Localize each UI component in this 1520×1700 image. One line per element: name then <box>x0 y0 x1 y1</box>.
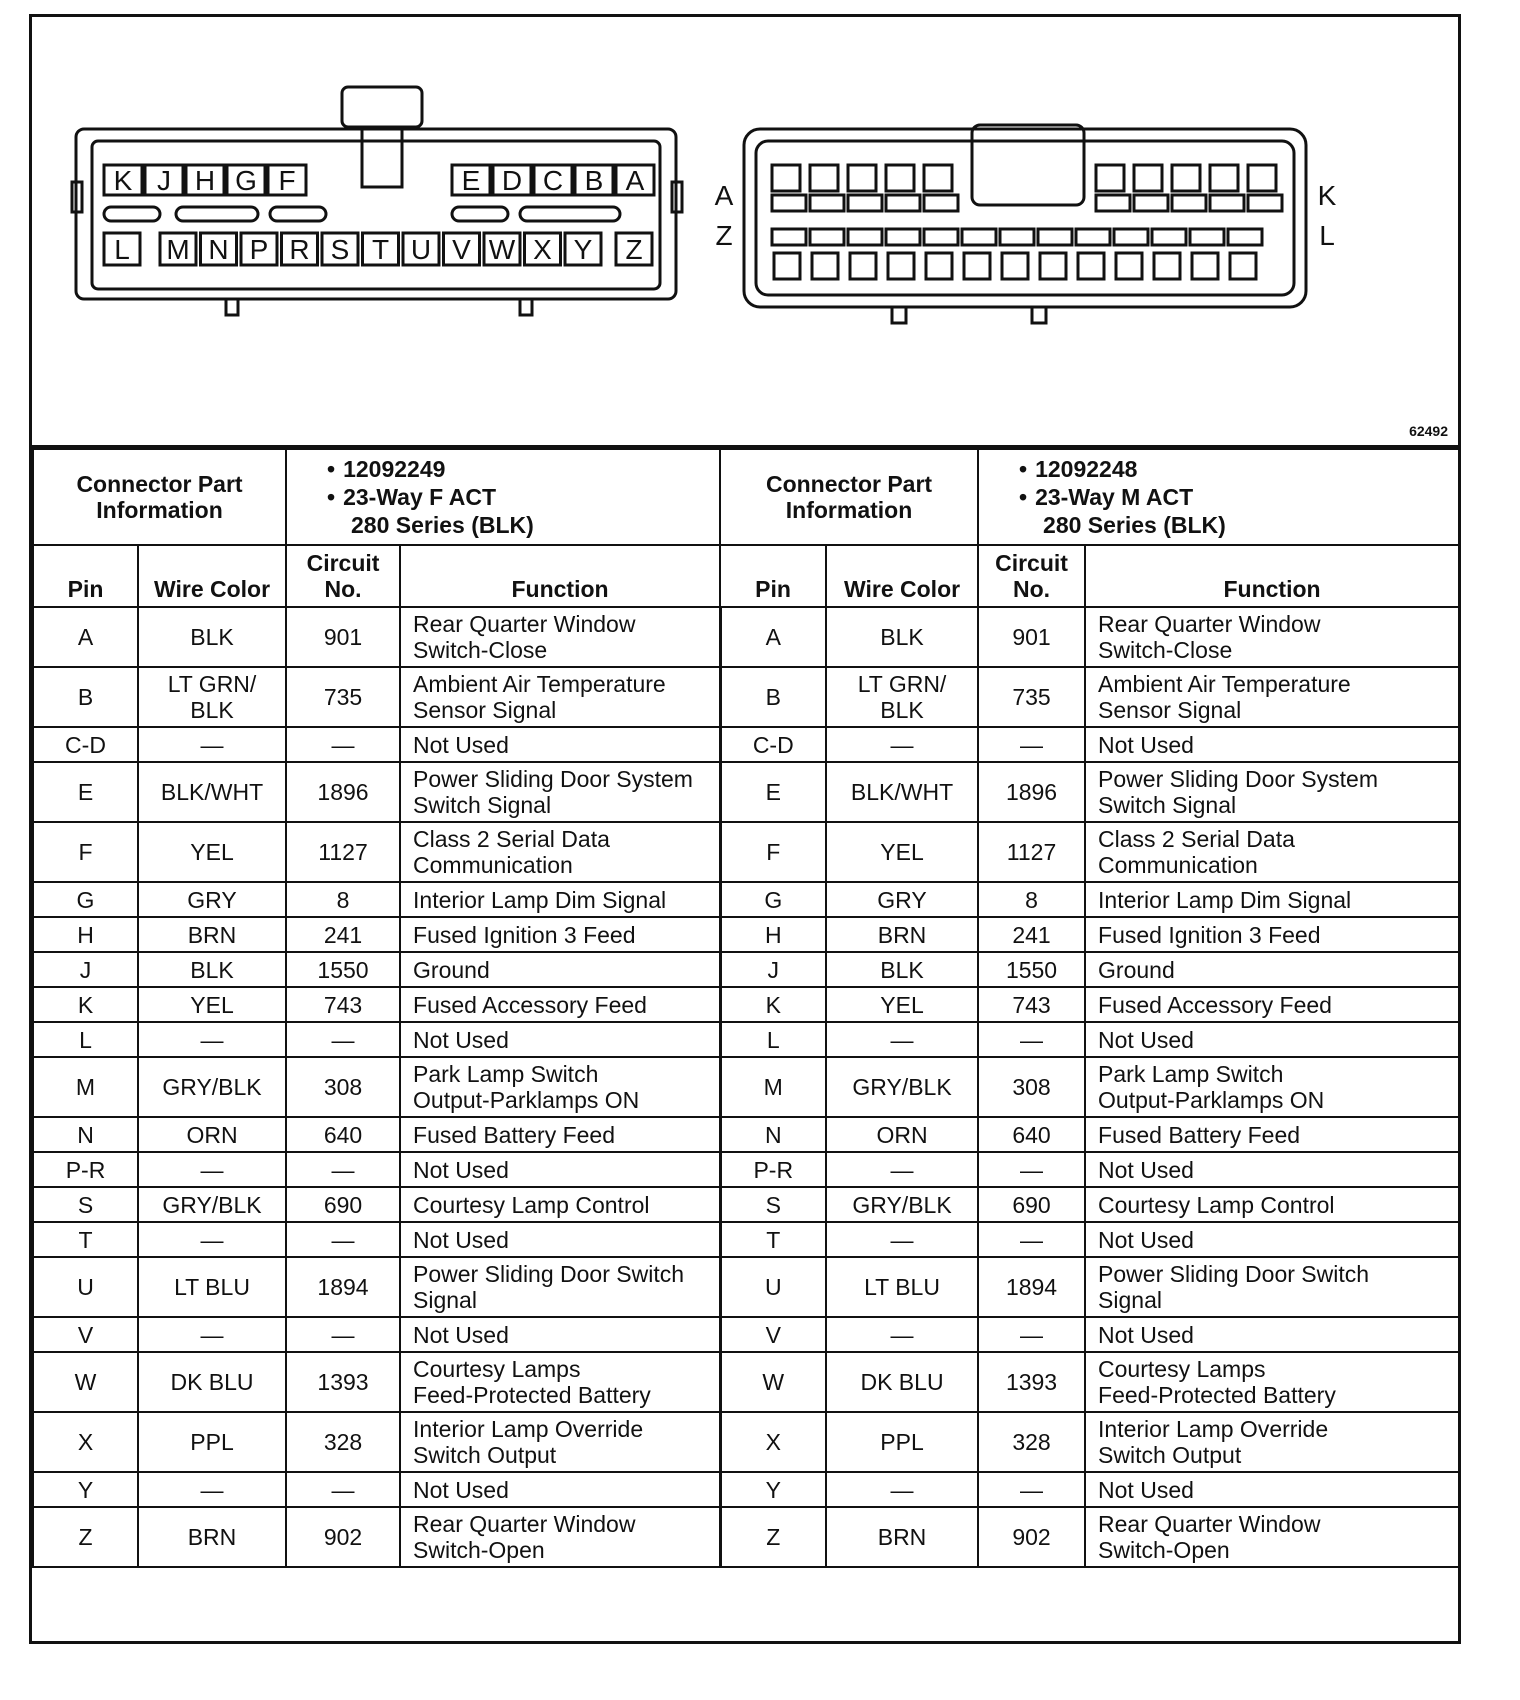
function-cell: Interior Lamp Dim Signal <box>400 882 720 917</box>
circuit-cell: 690 <box>286 1187 400 1222</box>
female-pin-label: Z <box>625 234 643 265</box>
male-pin-cavity <box>1210 165 1238 191</box>
circuit-cell: 1393 <box>286 1352 400 1412</box>
female-pin-label: W <box>488 234 516 265</box>
female-pin-label: D <box>501 165 523 196</box>
pin-cell: M <box>33 1057 138 1117</box>
connector-info: • 12092248 • 23-Way M ACT 280 Series (BLK) <box>978 449 1459 545</box>
male-side-label: Z <box>715 220 733 251</box>
male-connector-slot <box>1114 229 1148 245</box>
wire-color-cell: — <box>138 1472 286 1507</box>
female-connector-latch <box>342 87 422 127</box>
pin-cell: L <box>33 1022 138 1057</box>
table-row <box>33 1022 1459 1057</box>
pin-cell: H <box>33 917 138 952</box>
column-header-function: Function <box>1085 545 1459 607</box>
column-header-circuit: Circuit No. <box>978 545 1085 607</box>
function-cell: Power Sliding Door Switch Signal <box>400 1257 720 1317</box>
function-cell: Power Sliding Door Switch Signal <box>1085 1257 1459 1317</box>
wire-color-cell: — <box>826 1022 978 1057</box>
function-cell: Not Used <box>400 727 720 762</box>
wire-color-cell: ORN <box>138 1117 286 1152</box>
wire-color-cell: GRY/BLK <box>826 1057 978 1117</box>
male-pin-cavity <box>1230 253 1256 279</box>
pin-cell: X <box>33 1412 138 1472</box>
connector-info-label: Connector Part Information <box>720 449 978 545</box>
function-cell: Fused Ignition 3 Feed <box>400 917 720 952</box>
pin-cell: V <box>33 1317 138 1352</box>
table-row <box>33 1057 1459 1117</box>
wire-color-cell: — <box>826 1152 978 1187</box>
circuit-cell: 640 <box>978 1117 1085 1152</box>
function-cell: Fused Accessory Feed <box>1085 987 1459 1022</box>
female-connector-key <box>226 299 238 315</box>
circuit-cell: 735 <box>978 667 1085 727</box>
table-row <box>33 1257 1459 1317</box>
wire-color-cell: BLK <box>138 952 286 987</box>
male-pin-cavity <box>1002 253 1028 279</box>
female-pin-label: S <box>330 234 350 265</box>
circuit-cell: 735 <box>286 667 400 727</box>
column-header-wire-color: Wire Color <box>138 545 286 607</box>
circuit-cell: 1894 <box>286 1257 400 1317</box>
male-pin-cavity <box>888 253 914 279</box>
female-pin-label: F <box>278 165 296 196</box>
pin-cell: Z <box>33 1507 138 1567</box>
male-connector-slot <box>1190 229 1224 245</box>
function-cell: Interior Lamp Override Switch Output <box>1085 1412 1459 1472</box>
female-pin-label: Y <box>573 234 593 265</box>
male-connector-slot <box>1096 195 1130 211</box>
function-cell: Not Used <box>1085 1222 1459 1257</box>
female-pin-label: B <box>584 165 604 196</box>
wire-color-cell: GRY/BLK <box>138 1187 286 1222</box>
function-cell: Not Used <box>1085 1472 1459 1507</box>
wire-color-cell: PPL <box>138 1412 286 1472</box>
male-pin-cavity <box>1040 253 1066 279</box>
female-connector-latch-stem <box>362 127 402 187</box>
wire-color-cell: YEL <box>138 822 286 882</box>
male-connector-slot <box>772 195 806 211</box>
pin-cell: Z <box>720 1507 826 1567</box>
pin-cell: E <box>720 762 826 822</box>
female-pin-label: U <box>410 234 432 265</box>
male-connector-slot <box>810 229 844 245</box>
male-pin-cavity <box>964 253 990 279</box>
function-cell: Interior Lamp Override Switch Output <box>400 1412 720 1472</box>
circuit-cell: 328 <box>286 1412 400 1472</box>
wire-color-cell: DK BLU <box>826 1352 978 1412</box>
circuit-cell: — <box>978 1022 1085 1057</box>
function-cell: Fused Battery Feed <box>1085 1117 1459 1152</box>
function-cell: Not Used <box>400 1472 720 1507</box>
column-header-pin: Pin <box>33 545 138 607</box>
pin-cell: W <box>33 1352 138 1412</box>
female-pin-label: P <box>249 234 269 265</box>
male-side-label: A <box>714 180 734 211</box>
connector-info: • 12092249 • 23-Way F ACT 280 Series (BLK) <box>286 449 720 545</box>
function-cell: Fused Battery Feed <box>400 1117 720 1152</box>
table-row <box>33 917 1459 952</box>
male-side-label: L <box>1319 220 1335 251</box>
male-connector-slot <box>848 195 882 211</box>
circuit-cell: — <box>286 1472 400 1507</box>
female-pin-label: J <box>157 165 171 196</box>
function-cell: Not Used <box>400 1152 720 1187</box>
female-connector-slot <box>520 207 620 221</box>
pin-cell: S <box>720 1187 826 1222</box>
circuit-cell: — <box>286 727 400 762</box>
circuit-cell: — <box>978 1472 1085 1507</box>
circuit-cell: 1127 <box>286 822 400 882</box>
table-row <box>33 952 1459 987</box>
wire-color-cell: LT GRN/ BLK <box>138 667 286 727</box>
function-cell: Fused Ignition 3 Feed <box>1085 917 1459 952</box>
pin-cell: V <box>720 1317 826 1352</box>
function-cell: Not Used <box>1085 1022 1459 1057</box>
table-row <box>33 822 1459 882</box>
male-connector-latch-recess <box>972 125 1084 205</box>
function-cell: Courtesy Lamps Feed-Protected Battery <box>1085 1352 1459 1412</box>
pin-cell: T <box>33 1222 138 1257</box>
pin-cell: S <box>33 1187 138 1222</box>
circuit-cell: 241 <box>286 917 400 952</box>
circuit-cell: 901 <box>286 607 400 667</box>
function-cell: Not Used <box>400 1317 720 1352</box>
connector-description: 23-Way F ACT <box>343 484 497 510</box>
function-cell: Courtesy Lamp Control <box>1085 1187 1459 1222</box>
female-connector-slot <box>176 207 258 221</box>
male-pin-cavity <box>1096 165 1124 191</box>
pin-cell: K <box>33 987 138 1022</box>
male-connector-slot <box>1000 229 1034 245</box>
female-connector-slot <box>270 207 326 221</box>
female-pin-label: N <box>208 234 229 265</box>
wire-color-cell: BRN <box>826 917 978 952</box>
circuit-cell: 308 <box>286 1057 400 1117</box>
pin-cell: F <box>720 822 826 882</box>
function-cell: Power Sliding Door System Switch Signal <box>1085 762 1459 822</box>
male-connector-key <box>1032 307 1046 323</box>
pin-cell: Y <box>33 1472 138 1507</box>
function-cell: Class 2 Serial Data Communication <box>400 822 720 882</box>
female-connector-key <box>520 299 532 315</box>
wire-color-cell: — <box>138 1022 286 1057</box>
circuit-cell: — <box>978 1152 1085 1187</box>
connector-info-label: Connector Part Information <box>33 449 286 545</box>
function-cell: Not Used <box>1085 1317 1459 1352</box>
function-cell: Not Used <box>400 1022 720 1057</box>
pin-cell: G <box>33 882 138 917</box>
table-row <box>33 1472 1459 1507</box>
table-row <box>33 1152 1459 1187</box>
pin-cell: C-D <box>33 727 138 762</box>
pin-cell: P-R <box>33 1152 138 1187</box>
wire-color-cell: — <box>138 1152 286 1187</box>
pin-cell: M <box>720 1057 826 1117</box>
male-connector-slot <box>1210 195 1244 211</box>
male-pin-cavity <box>1134 165 1162 191</box>
circuit-cell: 328 <box>978 1412 1085 1472</box>
table-row <box>33 882 1459 917</box>
male-pin-cavity <box>812 253 838 279</box>
pin-cell: L <box>720 1022 826 1057</box>
connector-drawing <box>32 17 1458 442</box>
circuit-cell: 690 <box>978 1187 1085 1222</box>
male-pin-cavity <box>774 253 800 279</box>
pin-cell: B <box>33 667 138 727</box>
wire-color-cell: LT BLU <box>826 1257 978 1317</box>
pin-cell: K <box>720 987 826 1022</box>
male-pin-cavity <box>1192 253 1218 279</box>
male-connector-slot <box>886 229 920 245</box>
male-pin-cavity <box>848 165 876 191</box>
male-pin-cavity <box>810 165 838 191</box>
male-connector-slot <box>1248 195 1282 211</box>
female-pin-label: C <box>542 165 564 196</box>
function-cell: Courtesy Lamps Feed-Protected Battery <box>400 1352 720 1412</box>
circuit-cell: 901 <box>978 607 1085 667</box>
wire-color-cell: GRY/BLK <box>826 1187 978 1222</box>
male-connector-slot <box>886 195 920 211</box>
function-cell: Not Used <box>1085 1152 1459 1187</box>
wire-color-cell: BRN <box>138 917 286 952</box>
circuit-cell: 1896 <box>978 762 1085 822</box>
circuit-cell: 640 <box>286 1117 400 1152</box>
pin-cell: E <box>33 762 138 822</box>
circuit-cell: 8 <box>978 882 1085 917</box>
male-pin-cavity <box>850 253 876 279</box>
pin-cell: A <box>720 607 826 667</box>
male-connector-slot <box>810 195 844 211</box>
function-cell: Class 2 Serial Data Communication <box>1085 822 1459 882</box>
pin-cell: N <box>33 1117 138 1152</box>
female-pin-label: L <box>114 234 130 265</box>
pin-cell: N <box>720 1117 826 1152</box>
table-row <box>33 1507 1459 1567</box>
function-cell: Park Lamp Switch Output-Parklamps ON <box>400 1057 720 1117</box>
figure-number: 62492 <box>1409 423 1448 439</box>
circuit-cell: 902 <box>978 1507 1085 1567</box>
pin-cell: F <box>33 822 138 882</box>
pin-cell: U <box>720 1257 826 1317</box>
female-pin-label: V <box>452 234 471 265</box>
pin-cell: H <box>720 917 826 952</box>
male-connector-slot <box>1228 229 1262 245</box>
function-cell: Interior Lamp Dim Signal <box>1085 882 1459 917</box>
male-connector-slot <box>1134 195 1168 211</box>
part-number: 12092248 <box>1035 456 1138 482</box>
female-pin-label: H <box>194 165 216 196</box>
circuit-cell: — <box>286 1152 400 1187</box>
female-connector-slot <box>452 207 508 221</box>
wire-color-cell: YEL <box>826 987 978 1022</box>
column-header-function: Function <box>400 545 720 607</box>
circuit-cell: — <box>978 727 1085 762</box>
circuit-cell: 1393 <box>978 1352 1085 1412</box>
wire-color-cell: BLK/WHT <box>138 762 286 822</box>
function-cell: Not Used <box>400 1222 720 1257</box>
pin-cell: C-D <box>720 727 826 762</box>
female-pin-label: K <box>113 165 133 196</box>
column-header-pin: Pin <box>720 545 826 607</box>
wire-color-cell: — <box>826 1222 978 1257</box>
circuit-cell: — <box>286 1317 400 1352</box>
function-cell: Ambient Air Temperature Sensor Signal <box>1085 667 1459 727</box>
connector-description: 23-Way M ACT <box>1035 484 1194 510</box>
column-header-wire-color: Wire Color <box>826 545 978 607</box>
male-pin-cavity <box>924 165 952 191</box>
connector-sheet <box>29 14 1461 1644</box>
male-pin-cavity <box>1116 253 1142 279</box>
male-connector-slot <box>1076 229 1110 245</box>
male-connector-slot <box>924 195 958 211</box>
function-cell: Rear Quarter Window Switch-Close <box>400 607 720 667</box>
wire-color-cell: BRN <box>826 1507 978 1567</box>
male-connector-slot <box>772 229 806 245</box>
female-connector-slot <box>104 207 160 221</box>
circuit-cell: 1550 <box>978 952 1085 987</box>
circuit-cell: 1896 <box>286 762 400 822</box>
function-cell: Power Sliding Door System Switch Signal <box>400 762 720 822</box>
wire-color-cell: ORN <box>826 1117 978 1152</box>
pinout-table <box>32 448 1460 1568</box>
function-cell: Not Used <box>1085 727 1459 762</box>
female-pin-label: R <box>289 234 310 265</box>
function-cell: Ambient Air Temperature Sensor Signal <box>400 667 720 727</box>
circuit-cell: 902 <box>286 1507 400 1567</box>
wire-color-cell: BRN <box>138 1507 286 1567</box>
table-row <box>33 667 1459 727</box>
male-connector-slot <box>962 229 996 245</box>
column-header-circuit: Circuit No. <box>286 545 400 607</box>
male-pin-cavity <box>1154 253 1180 279</box>
pin-cell: Y <box>720 1472 826 1507</box>
female-pin-label: T <box>371 234 390 265</box>
wire-color-cell: GRY <box>826 882 978 917</box>
female-pin-label: A <box>625 165 645 196</box>
male-connector-slot <box>848 229 882 245</box>
male-connector-slot <box>1172 195 1206 211</box>
circuit-cell: 1127 <box>978 822 1085 882</box>
male-pin-cavity <box>1248 165 1276 191</box>
wire-color-cell: DK BLU <box>138 1352 286 1412</box>
wire-color-cell: GRY <box>138 882 286 917</box>
wire-color-cell: — <box>138 1317 286 1352</box>
table-row <box>33 1352 1459 1412</box>
circuit-cell: 8 <box>286 882 400 917</box>
male-connector-slot <box>924 229 958 245</box>
connector-figure <box>32 17 1458 448</box>
table-row <box>33 762 1459 822</box>
circuit-cell: 1550 <box>286 952 400 987</box>
table-row <box>33 987 1459 1022</box>
circuit-cell: — <box>286 1222 400 1257</box>
wire-color-cell: — <box>138 1222 286 1257</box>
male-pin-cavity <box>886 165 914 191</box>
male-side-label: K <box>1317 180 1337 211</box>
pin-cell: A <box>33 607 138 667</box>
female-pin-label: M <box>166 234 190 265</box>
male-connector-key <box>892 307 906 323</box>
male-pin-cavity <box>926 253 952 279</box>
wire-color-cell: LT BLU <box>138 1257 286 1317</box>
wire-color-cell: YEL <box>138 987 286 1022</box>
circuit-cell: — <box>978 1317 1085 1352</box>
circuit-cell: — <box>286 1022 400 1057</box>
circuit-cell: 743 <box>978 987 1085 1022</box>
table-row <box>33 607 1459 667</box>
table-row <box>33 1187 1459 1222</box>
pin-cell: W <box>720 1352 826 1412</box>
pin-cell: P-R <box>720 1152 826 1187</box>
function-cell: Ground <box>400 952 720 987</box>
female-connector-body <box>76 129 676 299</box>
pin-cell: B <box>720 667 826 727</box>
function-cell: Ground <box>1085 952 1459 987</box>
male-pin-cavity <box>772 165 800 191</box>
wire-color-cell: — <box>826 1317 978 1352</box>
circuit-cell: 241 <box>978 917 1085 952</box>
pin-cell: T <box>720 1222 826 1257</box>
pin-cell: J <box>720 952 826 987</box>
wire-color-cell: BLK/WHT <box>826 762 978 822</box>
wire-color-cell: BLK <box>826 607 978 667</box>
table-row <box>33 727 1459 762</box>
function-cell: Fused Accessory Feed <box>400 987 720 1022</box>
wire-color-cell: LT GRN/ BLK <box>826 667 978 727</box>
function-cell: Rear Quarter Window Switch-Open <box>1085 1507 1459 1567</box>
table-row <box>33 1222 1459 1257</box>
table-row <box>33 1117 1459 1152</box>
male-connector-slot <box>1038 229 1072 245</box>
male-pin-cavity <box>1078 253 1104 279</box>
female-pin-label: X <box>533 234 552 265</box>
circuit-cell: 743 <box>286 987 400 1022</box>
pin-cell: J <box>33 952 138 987</box>
function-cell: Rear Quarter Window Switch-Close <box>1085 607 1459 667</box>
pin-cell: U <box>33 1257 138 1317</box>
female-pin-label: E <box>461 165 481 196</box>
wire-color-cell: GRY/BLK <box>138 1057 286 1117</box>
function-cell: Park Lamp Switch Output-Parklamps ON <box>1085 1057 1459 1117</box>
wire-color-cell: — <box>826 1472 978 1507</box>
wire-color-cell: BLK <box>138 607 286 667</box>
table-row <box>33 1317 1459 1352</box>
male-connector-slot <box>1152 229 1186 245</box>
pin-cell: X <box>720 1412 826 1472</box>
wire-color-cell: — <box>826 727 978 762</box>
wire-color-cell: PPL <box>826 1412 978 1472</box>
wire-color-cell: BLK <box>826 952 978 987</box>
function-cell: Courtesy Lamp Control <box>400 1187 720 1222</box>
pin-cell: G <box>720 882 826 917</box>
part-number: 12092249 <box>343 456 446 482</box>
female-pin-label: G <box>235 165 257 196</box>
function-cell: Rear Quarter Window Switch-Open <box>400 1507 720 1567</box>
wire-color-cell: — <box>138 727 286 762</box>
table-row <box>33 1412 1459 1472</box>
circuit-cell: 1894 <box>978 1257 1085 1317</box>
wire-color-cell: YEL <box>826 822 978 882</box>
circuit-cell: 308 <box>978 1057 1085 1117</box>
circuit-cell: — <box>978 1222 1085 1257</box>
male-pin-cavity <box>1172 165 1200 191</box>
